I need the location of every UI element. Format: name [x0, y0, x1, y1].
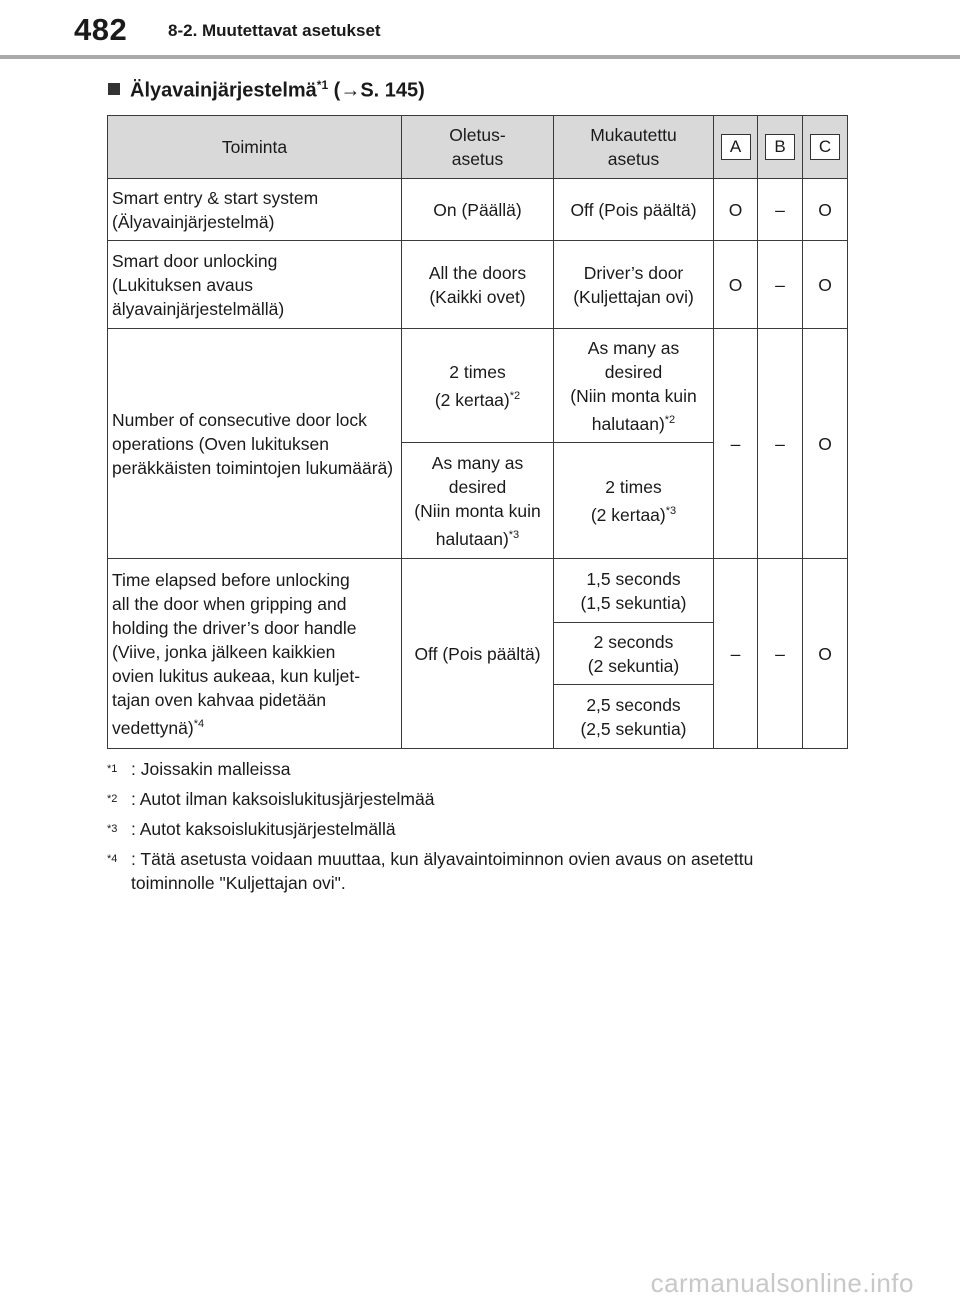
row1-function: Smart entry & start system (Älyavainjärjestelmä) — [108, 179, 402, 241]
row2-c: O — [803, 241, 848, 329]
row1-c: O — [803, 179, 848, 241]
row4-custom-1: 1,5 seconds (1,5 sekuntia) — [554, 559, 714, 623]
row3-custom-1: As many as desired (Niin monta kuin halutaan)$^{*2}$ — [554, 329, 714, 443]
page-reference-link[interactable]: S. 145) — [360, 79, 425, 102]
row4-c: O — [803, 559, 848, 749]
row3-default-1: 2 times (2 kertaa)$^{*2}$ — [402, 329, 554, 443]
table-row — [108, 241, 848, 329]
row2-default: All the doors (Kaikki ovet) — [402, 241, 554, 329]
row4-b: – — [758, 559, 803, 749]
col-header-a — [714, 116, 758, 179]
row4-default: Off (Pois päältä) — [402, 559, 554, 749]
row4-a: – — [714, 559, 758, 749]
row4-function: Time elapsed before unlocking all the door when gripping and holding the driver’s door handle (Viive, jonka jälkeen kaikkien ovien lukitus aukeaa, kun kuljet- tajan oven kahvaa pidetään vedettynä)$^{*4}$ — [108, 559, 402, 749]
section-heading — [108, 78, 425, 103]
header-divider — [0, 55, 960, 59]
letter-b-box: B — [765, 134, 795, 160]
table-row — [108, 559, 848, 623]
footnote: $^{*3}$ : Autot kaksoislukitusjärjestelmällä — [107, 819, 396, 839]
row1-custom: Off (Pois päältä) — [554, 179, 714, 241]
table-header-row — [108, 116, 848, 179]
row3-custom-2: 2 times (2 kertaa)$^{*3}$ — [554, 443, 714, 559]
row3-b: – — [758, 329, 803, 559]
footnote: $^{*2}$ : Autot ilman kaksoislukitusjärjestelmää — [107, 789, 435, 809]
col-header-c — [803, 116, 848, 179]
letter-a-box: A — [721, 134, 751, 160]
page-header — [0, 0, 960, 60]
row2-function: Smart door unlocking (Lukituksen avaus älyavainjärjestelmällä) — [108, 241, 402, 329]
section-title-note: *1 — [316, 78, 329, 92]
col-header-function: Toiminta — [108, 116, 402, 179]
col-header-custom: Mukautettu asetus — [554, 116, 714, 179]
footnotes — [107, 757, 847, 901]
row1-b: – — [758, 179, 803, 241]
page-number: 482 — [74, 12, 128, 47]
row2-a: O — [714, 241, 758, 329]
table-row — [108, 329, 848, 443]
row3-function: Number of consecutive door lock operations (Oven lukituksen peräkkäisten toimintojen lukumäärä) — [108, 329, 402, 559]
row2-b: – — [758, 241, 803, 329]
row3-c: O — [803, 329, 848, 559]
page-ref-open: ( — [328, 79, 341, 102]
row4-custom-2: 2 seconds (2 sekuntia) — [554, 623, 714, 685]
row3-default-2: As many as desired (Niin monta kuin halutaan)$^{*3}$ — [402, 443, 554, 559]
table-row — [108, 179, 848, 241]
arrow-right-icon: → — [340, 79, 361, 102]
watermark: carmanualsonline.info — [650, 1268, 914, 1298]
row4-custom-3: 2,5 seconds (2,5 sekuntia) — [554, 685, 714, 749]
footnote: $^{*1}$ : Joissakin malleissa — [107, 759, 291, 779]
chapter-title: 8-2. Muutettavat asetukset — [168, 21, 381, 40]
row2-custom: Driver’s door (Kuljettajan ovi) — [554, 241, 714, 329]
col-header-b — [758, 116, 803, 179]
row3-a: – — [714, 329, 758, 559]
row1-default: On (Päällä) — [402, 179, 554, 241]
footnote: $^{*4}$ : Tätä asetusta voidaan muuttaa, kun älyavaintoiminnon ovien avaus on asetettu toiminnolle "Kuljettajan ovi". — [107, 849, 754, 893]
row1-a: O — [714, 179, 758, 241]
col-header-default: Oletus- asetus — [402, 116, 554, 179]
section-title: Älyavainjärjestelmä — [130, 79, 317, 102]
square-bullet-icon — [108, 83, 120, 95]
letter-c-box: C — [810, 134, 840, 160]
settings-table — [107, 115, 848, 749]
